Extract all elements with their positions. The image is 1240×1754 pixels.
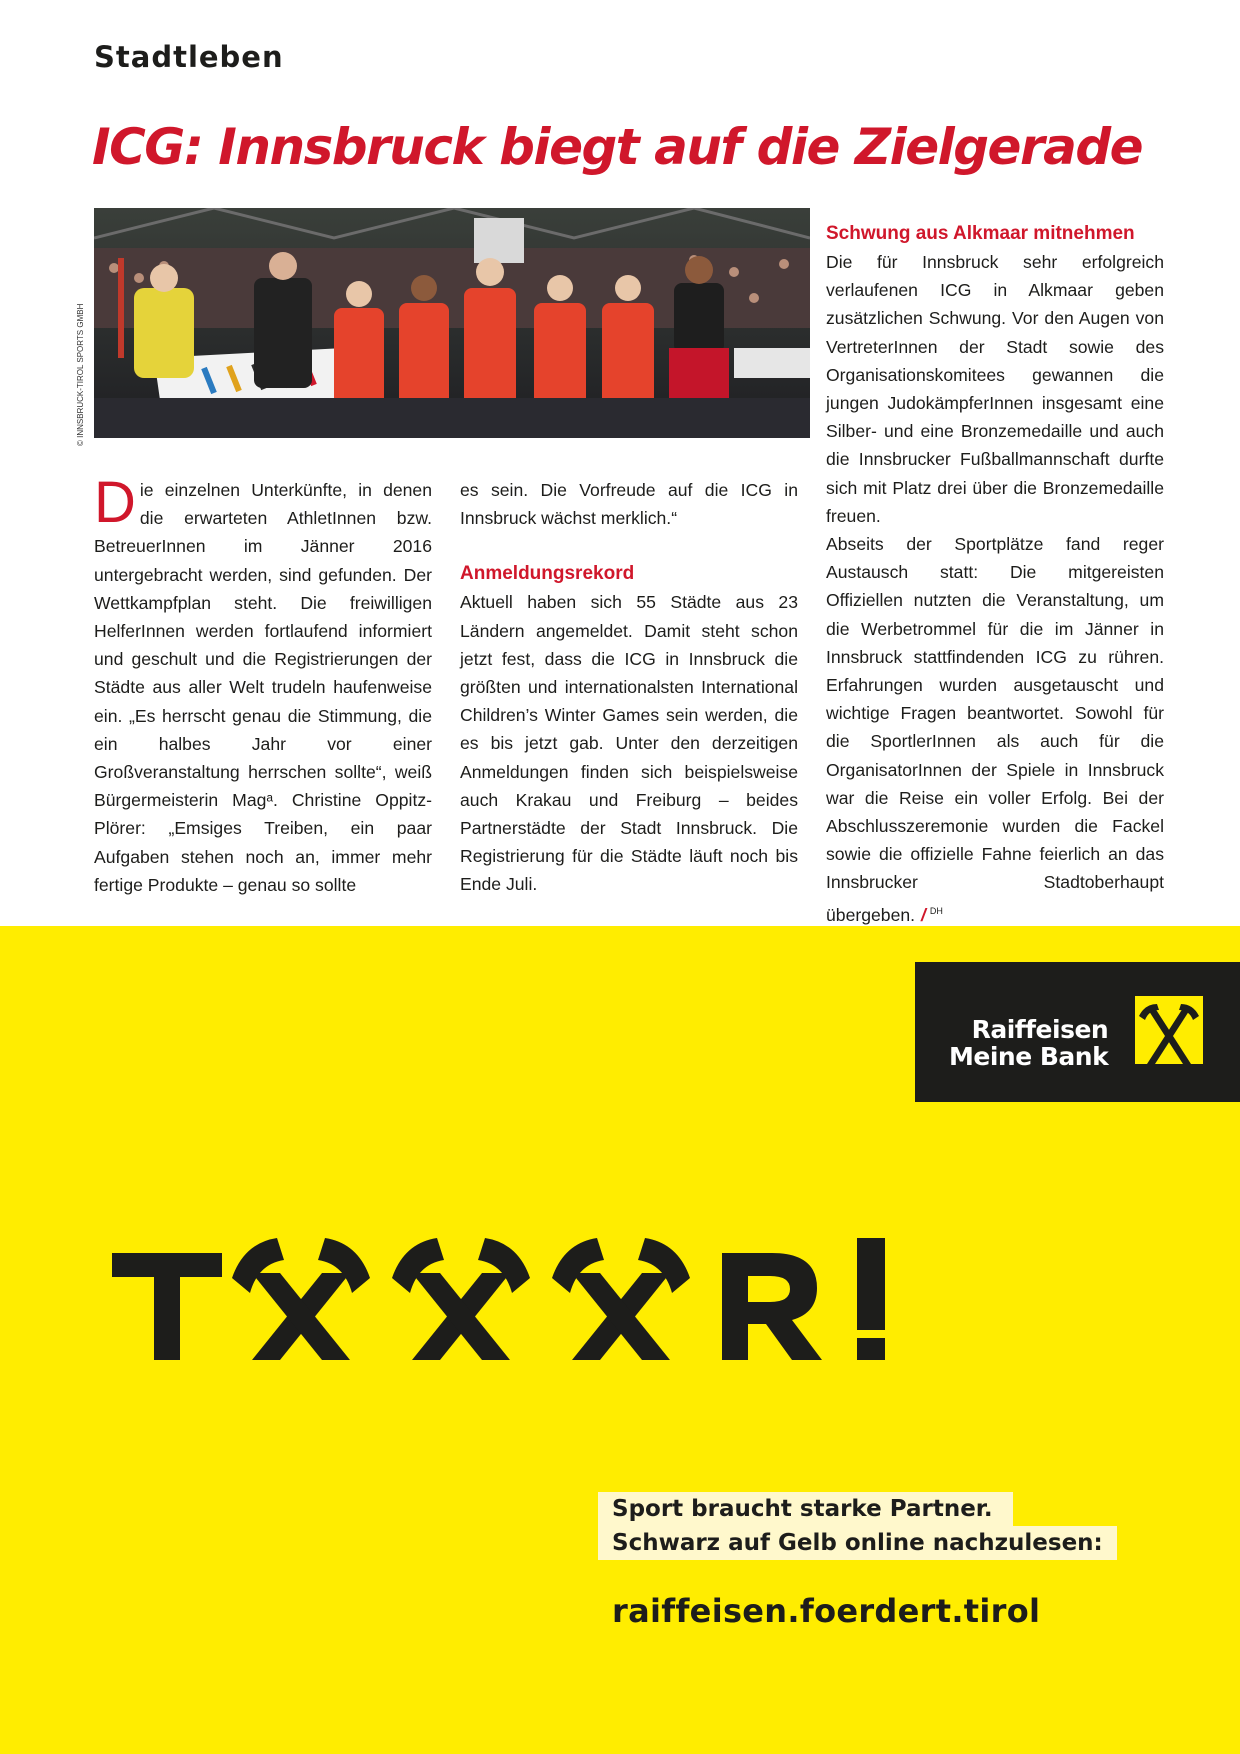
slogan-line-1: Sport braucht starke Partner. <box>598 1492 1013 1526</box>
slogan-line-2: Schwarz auf Gelb online nachzulesen: <box>598 1526 1117 1560</box>
logo-line-1: Raiffeisen <box>971 1015 1109 1044</box>
photo-credit: © INNSBRUCK-TIROL SPORTS GMBH <box>76 303 85 446</box>
section-label: Stadtleben <box>94 40 284 74</box>
author-initials: DH <box>929 905 943 916</box>
paragraph: ie einzelnen Unterkünfte, in denen die erwarteten AthletInnen bzw. BetreuerInnen im Jänner 2016 untergebracht werden, sind gefunden. Der Wettkampfplan steht. Die freiwilligen HelferInnen werden fortlaufend informiert und geschult und die Registrierungen der Städte aus aller Welt trudeln haufenweise ein. „Es herrscht genau die Stimmung, die ein halbes Jahr vor einer Großveranstaltung herrschen sollte“, weiß Bürgermeisterin Magᵃ. Christine Oppitz-Plörer: „Emsiges Treiben, ein paar Aufgaben stehen noch an, immer mehr fertige Produkte – genau so sollte <box>94 480 432 895</box>
txxxr-wordmark <box>112 1238 912 1368</box>
article-column-3 <box>826 220 1164 929</box>
end-mark: / <box>921 904 926 925</box>
ad-url: raiffeisen.foerdert.tirol <box>612 1592 1041 1630</box>
logo-line-2: Meine Bank <box>949 1042 1109 1071</box>
article-photo <box>94 208 810 438</box>
raiffeisen-logo <box>915 962 1240 1102</box>
paragraph: Die für Innsbruck sehr erfolgreich verlaufenen ICG in Alkmaar geben zusätzlichen Schwung. Vor den Augen von VertreterInnen der Stadt sowie des Organisationskomitees gewannen die jungen JudokämpferInnen insgesamt eine Silber- und eine Bronzemedaille und auch die Innsbrucker Fußballmannschaft durfte sich mit Platz drei über die Bronzemedaille freuen. <box>826 252 1164 526</box>
raiffeisen-advertisement <box>0 926 1240 1754</box>
photo-icon <box>94 208 810 438</box>
paragraph-text: Abseits der Sportplätze fand reger Austausch statt: Die mitgereisten Offiziellen nutzten die Veranstaltung, um die Werbetrommel für die im Jänner in Innsbruck stattfindenden ICG zu rühren. Erfahrungen wurden ausgetauscht und wichtige Fragen beantwortet. Sowohl für die SportlerInnen als auch für die OrganisatorInnen der Spiele in Innsbruck war die Reise ein voller Erfolg. Bei der Abschlusszeremonie wurden die Fackel sowie die offizielle Fahne feierlich an das Innsbrucker Stadtoberhaupt übergeben. <box>826 534 1164 925</box>
paragraph: Aktuell haben sich 55 Städte aus 23 Ländern angemeldet. Damit steht schon jetzt fest, dass die ICG in Innsbruck die größten und internationalsten International Children’s Winter Games sein werden, die es bis jetzt gab. Unter den derzeitigen Anmeldungen finden sich beispielsweise auch Krakau und Freiburg – beides Partnerstädte der Stadt Innsbruck. Die Registrierung für die Städte läuft noch bis Ende Juli. <box>460 592 798 895</box>
ad-slogan <box>598 1492 1117 1560</box>
article-headline: ICG: Innsbruck biegt auf die Zielgerade <box>92 118 1143 176</box>
subheading-schwung: Schwung aus Alkmaar mitnehmen <box>826 223 1135 244</box>
logo-text <box>949 1016 1108 1070</box>
paragraph: es sein. Die Vorfreude auf die ICG in Innsbruck wächst merklich.“ <box>460 480 798 529</box>
raiffeisen-gable-cross-icon <box>1135 996 1203 1064</box>
paragraph <box>826 530 1164 929</box>
drop-cap: D <box>94 470 136 535</box>
article-column-2 <box>460 476 798 899</box>
subheading-anmeldungsrekord: Anmeldungsrekord <box>460 563 635 585</box>
article-column-1 <box>94 470 432 899</box>
